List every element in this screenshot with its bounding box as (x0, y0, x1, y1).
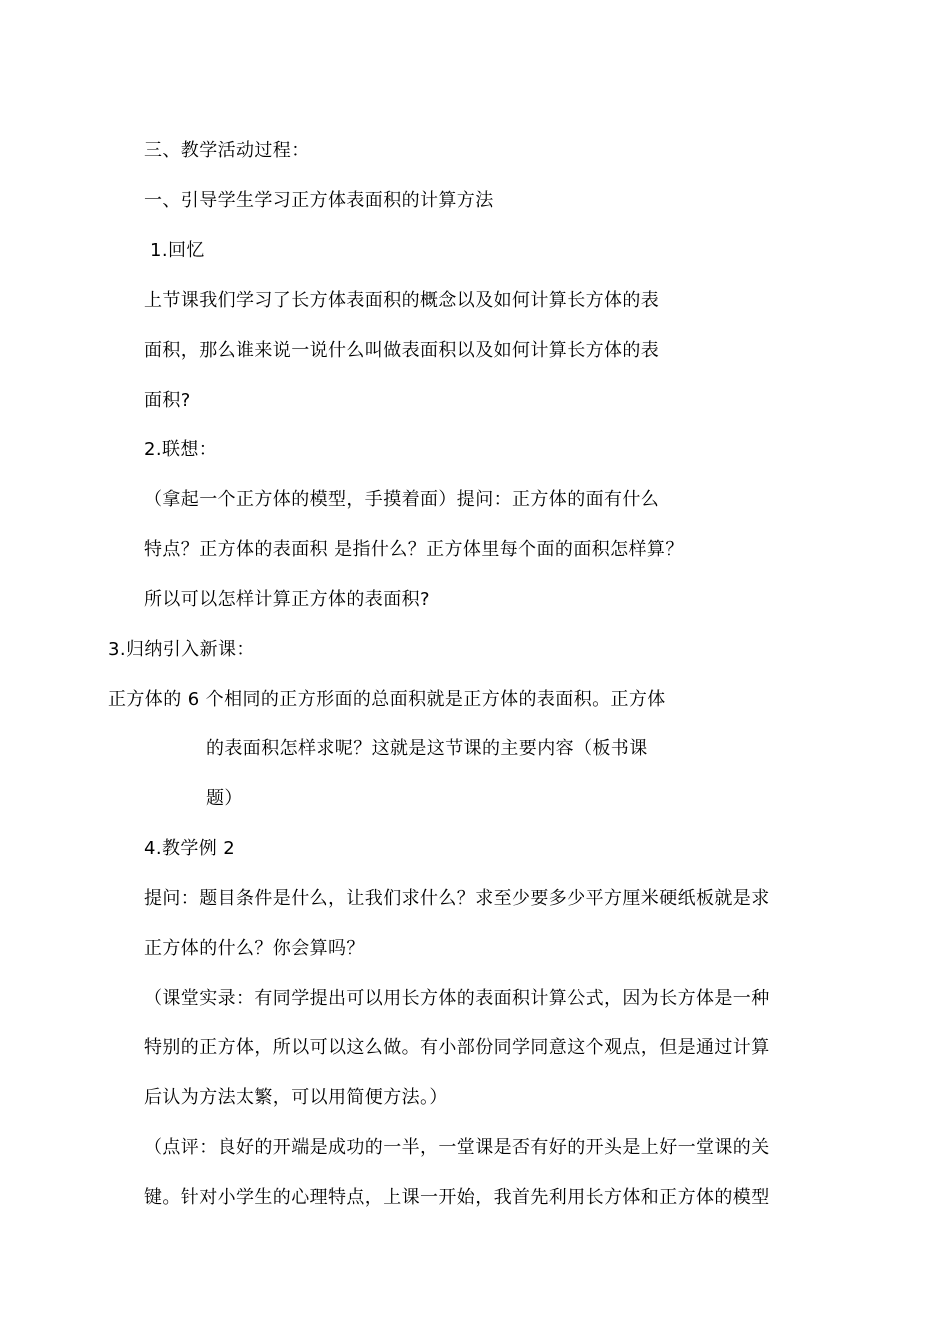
paragraph-line: （点评：良好的开端是成功的一半，一堂课是否有好的开头是上好一堂课的关 (144, 1137, 770, 1158)
paragraph-line: 特点？正方体的表面积 是指什么？正方体里每个面的面积怎样算？ (144, 539, 684, 560)
section-heading: 三、教学活动过程： (144, 140, 310, 161)
paragraph-line: （拿起一个正方体的模型，手摸着面）提问：正方体的面有什么 (144, 489, 660, 510)
paragraph-line: 题） (206, 788, 243, 809)
step-heading-summary: 3.归纳引入新课： (108, 639, 255, 660)
step-heading-recall: 1.回忆 (150, 240, 205, 261)
paragraph-line: 后认为方法太繁，可以用简便方法。） (144, 1087, 448, 1108)
step-heading-associate: 2.联想： (144, 439, 218, 460)
paragraph-line: 特别的正方体，所以可以这么做。有小部份同学同意这个观点，但是通过计算 (144, 1037, 770, 1058)
paragraph-line: 面积，那么谁来说一说什么叫做表面积以及如何计算长方体的表 (144, 340, 660, 361)
paragraph-line: 所以可以怎样计算正方体的表面积? (144, 589, 430, 610)
paragraph-line: 键。针对小学生的心理特点，上课一开始，我首先利用长方体和正方体的模型 (144, 1187, 770, 1208)
paragraph-line: 面积? (144, 390, 191, 411)
step-heading-example: 4.教学例 2 (144, 838, 236, 859)
paragraph-line: 的表面积怎样求呢？这就是这节课的主要内容（板书课 (206, 738, 648, 759)
paragraph-line: 提问：题目条件是什么，让我们求什么？求至少要多少平方厘米硬纸板就是求 (144, 888, 770, 909)
paragraph-line: （课堂实录：有同学提出可以用长方体的表面积计算公式，因为长方体是一种 (144, 988, 770, 1009)
paragraph-line: 正方体的什么？你会算吗？ (144, 938, 365, 959)
paragraph-line: 上节课我们学习了长方体表面积的概念以及如何计算长方体的表 (144, 290, 660, 311)
subsection-heading: 一、引导学生学习正方体表面积的计算方法 (144, 190, 494, 211)
paragraph-line: 正方体的 6 个相同的正方形面的总面积就是正方体的表面积。正方体 (108, 689, 666, 710)
